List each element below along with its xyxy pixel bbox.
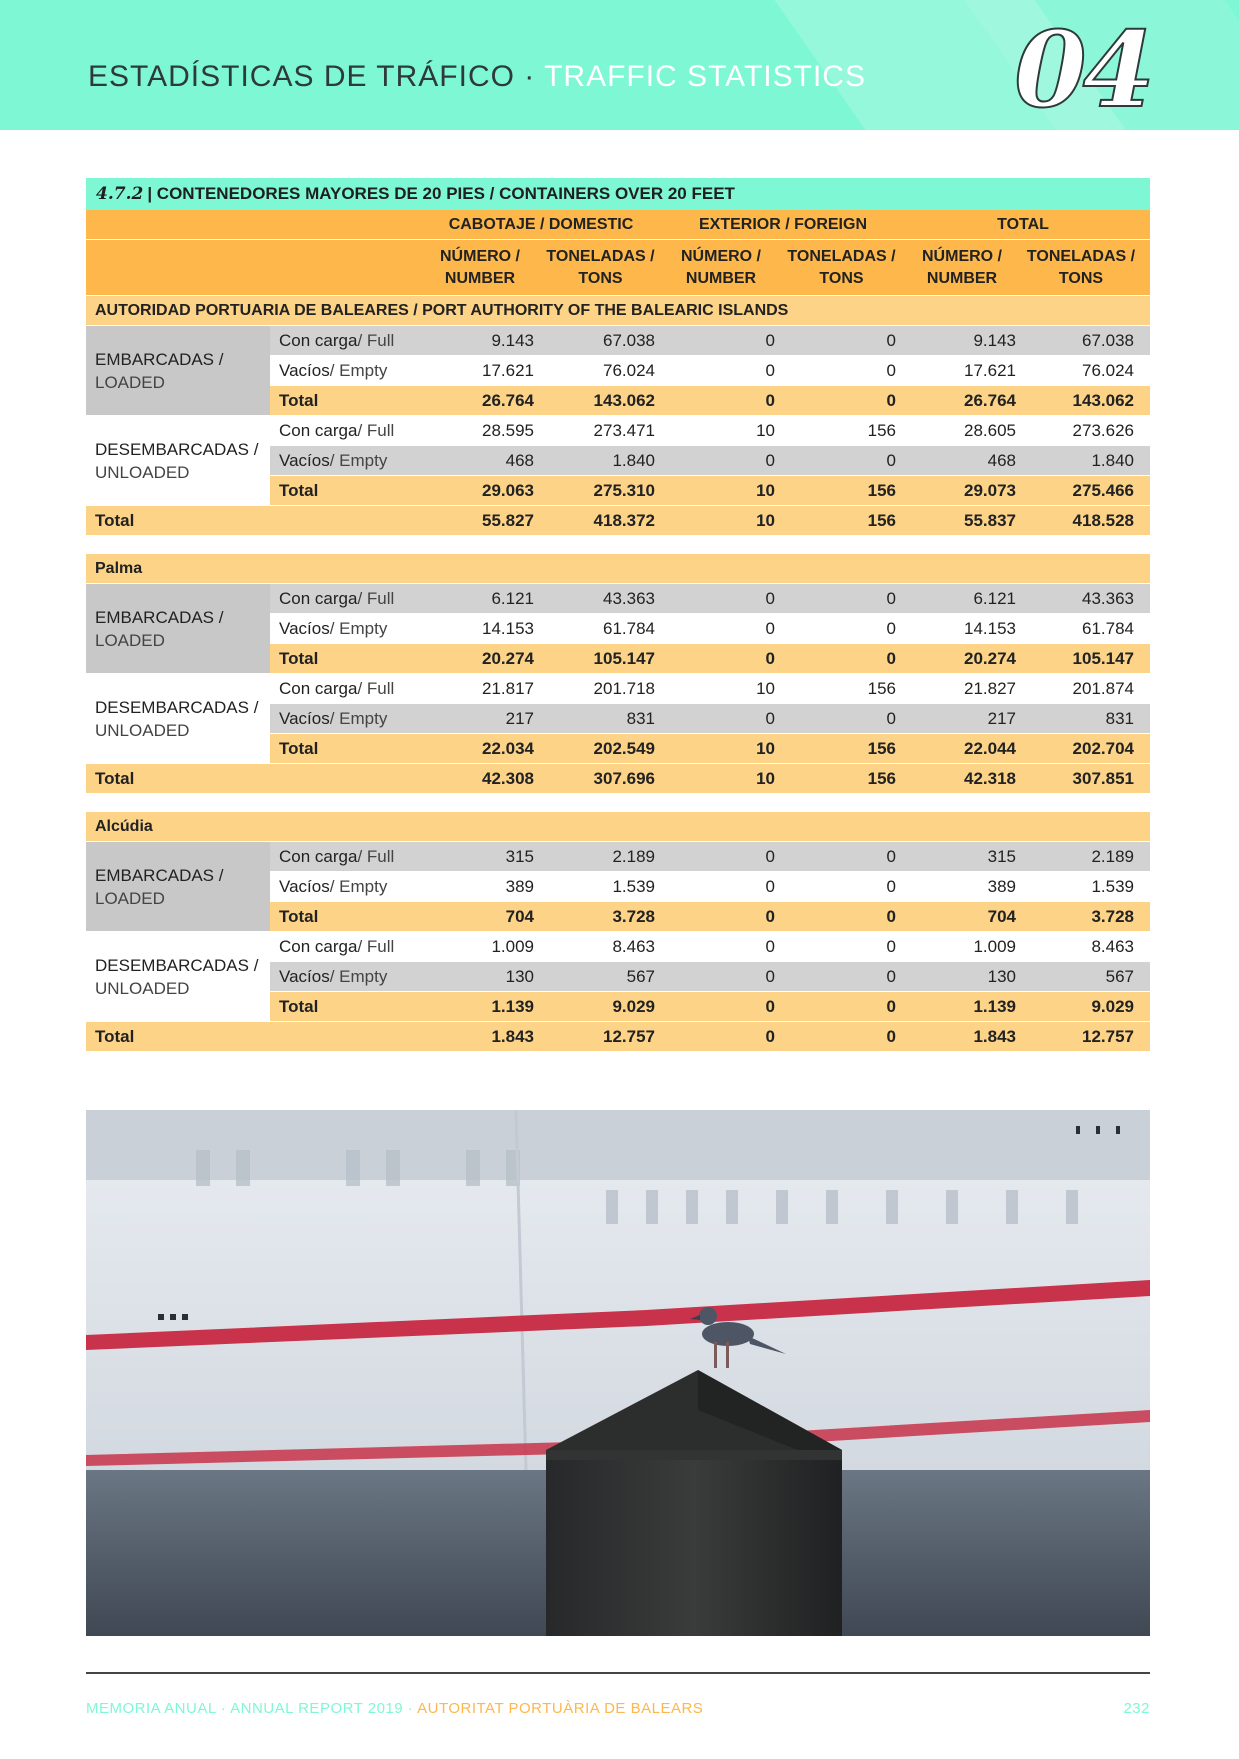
- loaded-block: [86, 584, 1150, 674]
- row-label-es: Vacíos: [279, 360, 330, 380]
- cell-foreign-number: 10: [756, 510, 775, 530]
- cell-domestic-number: 42.308: [482, 768, 534, 788]
- table-title: [86, 178, 1150, 210]
- cell-total-tons: 1.539: [1091, 876, 1134, 896]
- row-label: [270, 614, 420, 643]
- cell-foreign-number: 0: [765, 906, 775, 926]
- table-row: [270, 476, 1150, 506]
- section-header: Palma: [86, 554, 1150, 584]
- row-label-es: Vacíos: [279, 450, 330, 470]
- cell-foreign-tons: 156: [867, 420, 896, 440]
- row-label: [270, 704, 420, 733]
- cell-foreign-tons: 0: [886, 996, 896, 1016]
- loaded-label-en: LOADED: [95, 630, 165, 650]
- cell-foreign-number: 0: [765, 330, 775, 350]
- cell-domestic-number: 1.843: [491, 1026, 534, 1046]
- cell-foreign-number: 0: [765, 936, 775, 956]
- footer-report: MEMORIA ANUAL · ANNUAL REPORT 2019 ·: [86, 1700, 418, 1717]
- cell-domestic-tons: 1.539: [612, 876, 655, 896]
- table-row: [270, 962, 1150, 992]
- loaded-block: [86, 326, 1150, 416]
- cell-foreign-number: 0: [765, 360, 775, 380]
- loaded-label-en: LOADED: [95, 888, 165, 908]
- loaded-label: [86, 326, 270, 416]
- section-title-en: TRAFFIC STATISTICS: [535, 60, 866, 93]
- row-label-total: Total: [95, 1026, 135, 1046]
- cell-total-number: 389: [987, 876, 1016, 896]
- section-total-row: [86, 506, 1150, 536]
- cell-total-number: 22.044: [964, 738, 1016, 758]
- cell-total-tons: 201.874: [1072, 678, 1134, 698]
- cell-foreign-number: 0: [765, 708, 775, 728]
- cell-foreign-tons: 0: [886, 390, 896, 410]
- cell-total-tons: 105.147: [1072, 648, 1134, 668]
- cell-total-number: 1.139: [973, 996, 1016, 1016]
- cell-foreign-number: 0: [765, 450, 775, 470]
- table-row: [270, 614, 1150, 644]
- cell-total-number: 315: [987, 846, 1016, 866]
- cell-domestic-tons: 418.372: [593, 510, 655, 530]
- table-row: [270, 356, 1150, 386]
- cell-foreign-number: 0: [765, 1026, 775, 1046]
- row-label: [270, 446, 420, 475]
- row-label-es: Con carga: [279, 846, 358, 866]
- cell-total-tons: 275.466: [1072, 480, 1134, 500]
- cell-total-tons: 9.029: [1091, 996, 1134, 1016]
- unloaded-label: [86, 416, 270, 506]
- row-label-total: Total: [279, 390, 319, 410]
- containers-table: [86, 178, 1150, 1052]
- cell-domestic-number: 6.121: [491, 588, 534, 608]
- cell-foreign-tons: 0: [886, 618, 896, 638]
- cell-total-number: 468: [987, 450, 1016, 470]
- row-label-total: Total: [279, 906, 319, 926]
- cell-total-number: 6.121: [973, 588, 1016, 608]
- cell-foreign-number: 10: [756, 678, 775, 698]
- cell-foreign-number: 0: [765, 996, 775, 1016]
- cell-domestic-number: 14.153: [482, 618, 534, 638]
- col-label-line: NUMBER: [444, 269, 516, 287]
- row-label-es: Vacíos: [279, 876, 330, 896]
- unloaded-label-en: UNLOADED: [95, 462, 190, 482]
- table-column-header: [86, 240, 1150, 296]
- row-label-en: / Full: [357, 936, 395, 956]
- section-total-row: [86, 764, 1150, 794]
- cell-foreign-number: 10: [756, 738, 775, 758]
- cell-total-number: 14.153: [964, 618, 1016, 638]
- cell-domestic-tons: 3.728: [612, 906, 655, 926]
- header-spacer: [86, 210, 420, 239]
- cell-domestic-tons: 202.549: [593, 738, 655, 758]
- cell-total-number: 1.843: [973, 1026, 1016, 1046]
- unloaded-rows: [270, 674, 1150, 764]
- row-label-en: / Empty: [329, 360, 388, 380]
- cell-foreign-tons: 156: [867, 480, 896, 500]
- row-label: [270, 932, 420, 961]
- cell-domestic-tons: 67.038: [603, 330, 655, 350]
- loaded-label: [86, 842, 270, 932]
- row-label-en: / Empty: [329, 450, 388, 470]
- cell-foreign-number: 0: [765, 846, 775, 866]
- loaded-rows: [270, 584, 1150, 674]
- table-row: [270, 644, 1150, 674]
- loaded-label-es: EMBARCADAS /: [95, 607, 224, 627]
- footer-org: AUTORITAT PORTUÀRIA DE BALEARS: [417, 1700, 704, 1717]
- unloaded-rows: [270, 416, 1150, 506]
- table-row: [270, 902, 1150, 932]
- row-label: [270, 992, 420, 1021]
- cell-total-number: 55.837: [964, 510, 1016, 530]
- cell-domestic-number: 21.817: [482, 678, 534, 698]
- table-row: [270, 386, 1150, 416]
- row-label: [270, 902, 420, 931]
- page-footer: [86, 1700, 1150, 1717]
- table-body: [86, 296, 1150, 1052]
- section-title-es: ESTADÍSTICAS DE TRÁFICO ·: [88, 60, 536, 93]
- loaded-block: [86, 842, 1150, 932]
- row-label-total: Total: [95, 768, 135, 788]
- cell-foreign-number: 0: [765, 966, 775, 986]
- loaded-label: [86, 584, 270, 674]
- cell-domestic-tons: 143.062: [593, 390, 655, 410]
- cell-foreign-tons: 0: [886, 1026, 896, 1046]
- col-foreign-tons: [781, 240, 902, 295]
- cell-domestic-number: 20.274: [482, 648, 534, 668]
- loaded-rows: [270, 326, 1150, 416]
- col-domestic-number: [420, 240, 540, 295]
- cell-foreign-tons: 156: [867, 678, 896, 698]
- cell-domestic-number: 315: [505, 846, 534, 866]
- cell-total-number: 29.073: [964, 480, 1016, 500]
- unloaded-label-es: DESEMBARCADAS /: [95, 439, 259, 459]
- col-label-line: TONS: [578, 269, 623, 287]
- cell-foreign-tons: 0: [886, 360, 896, 380]
- row-label-es: Con carga: [279, 588, 358, 608]
- cell-domestic-tons: 9.029: [612, 996, 655, 1016]
- cell-domestic-tons: 307.696: [593, 768, 655, 788]
- group-domestic: CABOTAJE / DOMESTIC: [448, 215, 634, 233]
- row-label-total: Total: [279, 738, 319, 758]
- cell-total-number: 21.827: [964, 678, 1016, 698]
- table-row: [270, 326, 1150, 356]
- row-label-en: / Empty: [329, 618, 388, 638]
- cell-total-tons: 8.463: [1091, 936, 1134, 956]
- cell-domestic-number: 55.827: [482, 510, 534, 530]
- row-label: [270, 962, 420, 991]
- cell-foreign-number: 10: [756, 480, 775, 500]
- table-row: [270, 704, 1150, 734]
- cell-domestic-tons: 76.024: [603, 360, 655, 380]
- row-label: [270, 356, 420, 385]
- cell-foreign-number: 0: [765, 618, 775, 638]
- row-label: [270, 326, 420, 355]
- col-label-line: TONELADAS /: [787, 247, 896, 265]
- page-number: 232: [1123, 1700, 1150, 1717]
- cell-foreign-number: 0: [765, 648, 775, 668]
- row-label-total: Total: [279, 480, 319, 500]
- row-label: [270, 734, 420, 763]
- table-row: [270, 416, 1150, 446]
- unloaded-label-en: UNLOADED: [95, 978, 190, 998]
- table-row: [270, 842, 1150, 872]
- cell-total-number: 17.621: [964, 360, 1016, 380]
- cell-foreign-tons: 0: [886, 708, 896, 728]
- chapter-number: 04: [1014, 8, 1151, 130]
- cell-total-tons: 3.728: [1091, 906, 1134, 926]
- row-label-en: / Full: [357, 588, 395, 608]
- cell-domestic-tons: 12.757: [603, 1026, 655, 1046]
- page-header: [0, 0, 1239, 130]
- cell-total-tons: 273.626: [1072, 420, 1134, 440]
- cell-domestic-tons: 275.310: [593, 480, 655, 500]
- loaded-label-en: LOADED: [95, 372, 165, 392]
- row-label-es: Vacíos: [279, 708, 330, 728]
- cell-total-number: 217: [987, 708, 1016, 728]
- col-foreign-number: [661, 240, 781, 295]
- cell-total-number: 704: [987, 906, 1016, 926]
- table-group-header: [86, 210, 1150, 240]
- cell-domestic-number: 130: [505, 966, 534, 986]
- cell-domestic-tons: 567: [626, 966, 655, 986]
- cell-total-number: 28.605: [964, 420, 1016, 440]
- col-label-line: TONS: [819, 269, 864, 287]
- cell-domestic-tons: 8.463: [612, 936, 655, 956]
- section-header: AUTORIDAD PORTUARIA DE BALEARES / PORT AUTHORITY OF THE BALEARIC ISLANDS: [86, 296, 1150, 326]
- col-label-line: TONS: [1058, 269, 1104, 287]
- cell-foreign-number: 0: [765, 588, 775, 608]
- cell-total-number: 130: [987, 966, 1016, 986]
- row-label-total: Total: [95, 510, 135, 530]
- cell-domestic-tons: 2.189: [612, 846, 655, 866]
- row-label-en: / Full: [357, 420, 395, 440]
- table-row: [270, 674, 1150, 704]
- row-label: [270, 644, 420, 673]
- col-label-line: TONELADAS /: [1026, 247, 1136, 265]
- row-label-total: Total: [279, 996, 319, 1016]
- cell-foreign-tons: 0: [886, 648, 896, 668]
- cell-foreign-tons: 0: [886, 450, 896, 470]
- cell-domestic-tons: 43.363: [603, 588, 655, 608]
- cell-domestic-tons: 1.840: [612, 450, 655, 470]
- unloaded-label: [86, 932, 270, 1022]
- cell-domestic-tons: 273.471: [593, 420, 655, 440]
- unloaded-block: [86, 416, 1150, 506]
- col-label-line: NÚMERO /: [922, 247, 1002, 265]
- row-label-es: Con carga: [279, 330, 358, 350]
- row-label-en: / Full: [357, 678, 395, 698]
- cell-domestic-tons: 61.784: [603, 618, 655, 638]
- row-label-en: / Empty: [329, 966, 388, 986]
- cell-total-number: 1.009: [973, 936, 1016, 956]
- cell-foreign-number: 0: [765, 876, 775, 896]
- col-domestic-tons: [540, 240, 661, 295]
- cell-total-tons: 567: [1105, 966, 1134, 986]
- loaded-label-es: EMBARCADAS /: [95, 349, 224, 369]
- section-gap: [86, 794, 1150, 812]
- unloaded-label: [86, 674, 270, 764]
- row-label-en: / Empty: [329, 708, 388, 728]
- col-label-line: NUMBER: [685, 269, 757, 287]
- unloaded-block: [86, 674, 1150, 764]
- group-total: TOTAL: [997, 215, 1049, 233]
- cell-foreign-number: 10: [756, 768, 775, 788]
- cell-domestic-number: 26.764: [482, 390, 534, 410]
- cell-domestic-number: 29.063: [482, 480, 534, 500]
- cell-domestic-number: 704: [505, 906, 534, 926]
- table-number: 4.7.2: [96, 184, 144, 204]
- cell-foreign-tons: 0: [886, 906, 896, 926]
- cell-foreign-tons: 156: [867, 738, 896, 758]
- cell-domestic-number: 17.621: [482, 360, 534, 380]
- cell-total-tons: 12.757: [1082, 1026, 1134, 1046]
- section-title: [88, 60, 866, 94]
- row-label-en: / Full: [357, 330, 395, 350]
- cell-foreign-number: 0: [765, 390, 775, 410]
- cell-total-tons: 1.840: [1091, 450, 1134, 470]
- row-label-es: Con carga: [279, 420, 358, 440]
- cell-foreign-tons: 0: [886, 330, 896, 350]
- table-row: [270, 446, 1150, 476]
- row-label: [270, 872, 420, 901]
- table-row: [270, 734, 1150, 764]
- cell-total-tons: 831: [1105, 708, 1134, 728]
- cell-domestic-number: 468: [505, 450, 534, 470]
- cell-domestic-tons: 105.147: [593, 648, 655, 668]
- cell-domestic-number: 1.139: [491, 996, 534, 1016]
- section-header: Alcúdia: [86, 812, 1150, 842]
- cell-domestic-tons: 831: [626, 708, 655, 728]
- section-total-row: [86, 1022, 1150, 1052]
- section-gap: [86, 536, 1150, 554]
- col-label-line: NUMBER: [926, 269, 998, 287]
- cell-foreign-tons: 0: [886, 936, 896, 956]
- table-row: [270, 584, 1150, 614]
- row-label-es: Vacíos: [279, 966, 330, 986]
- cell-domestic-number: 28.595: [482, 420, 534, 440]
- unloaded-rows: [270, 932, 1150, 1022]
- cell-domestic-number: 389: [505, 876, 534, 896]
- unloaded-label-es: DESEMBARCADAS /: [95, 955, 259, 975]
- cell-total-tons: 202.704: [1072, 738, 1134, 758]
- col-total-number: [902, 240, 1022, 295]
- cell-foreign-tons: 0: [886, 876, 896, 896]
- row-label: [270, 584, 420, 613]
- cell-total-number: 26.764: [964, 390, 1016, 410]
- col-total-tons: [1022, 240, 1140, 295]
- row-label: [270, 416, 420, 445]
- cell-domestic-number: 22.034: [482, 738, 534, 758]
- cell-total-tons: 76.024: [1082, 360, 1134, 380]
- header-spacer: [86, 240, 420, 295]
- loaded-rows: [270, 842, 1150, 932]
- cell-total-number: 20.274: [964, 648, 1016, 668]
- col-label-line: NÚMERO /: [440, 247, 520, 265]
- cell-domestic-number: 1.009: [491, 936, 534, 956]
- table-title-text: | CONTENEDORES MAYORES DE 20 PIES / CONTAINERS OVER 20 FEET: [147, 184, 735, 203]
- cell-total-tons: 67.038: [1082, 330, 1134, 350]
- cell-foreign-number: 10: [756, 420, 775, 440]
- cell-total-tons: 418.528: [1072, 510, 1134, 530]
- unloaded-label-es: DESEMBARCADAS /: [95, 697, 259, 717]
- cell-total-tons: 143.062: [1072, 390, 1134, 410]
- table-row: [270, 872, 1150, 902]
- cell-total-number: 42.318: [964, 768, 1016, 788]
- cell-domestic-number: 9.143: [491, 330, 534, 350]
- row-label-es: Con carga: [279, 936, 358, 956]
- cell-total-tons: 307.851: [1072, 768, 1134, 788]
- cell-foreign-tons: 0: [886, 846, 896, 866]
- row-label-en: / Full: [357, 846, 395, 866]
- col-label-line: TONELADAS /: [546, 247, 655, 265]
- row-label-es: Con carga: [279, 678, 358, 698]
- row-label: [270, 674, 420, 703]
- photo-illustration: [86, 1110, 1150, 1636]
- cell-total-number: 9.143: [973, 330, 1016, 350]
- loaded-label-es: EMBARCADAS /: [95, 865, 224, 885]
- cell-total-tons: 61.784: [1082, 618, 1134, 638]
- cell-domestic-number: 217: [505, 708, 534, 728]
- cell-foreign-tons: 156: [867, 510, 896, 530]
- row-label-es: Vacíos: [279, 618, 330, 638]
- row-label: [270, 842, 420, 871]
- cell-total-tons: 2.189: [1091, 846, 1134, 866]
- cell-total-tons: 43.363: [1082, 588, 1134, 608]
- row-label: [270, 476, 420, 505]
- row-label-en: / Empty: [329, 876, 388, 896]
- cell-foreign-tons: 156: [867, 768, 896, 788]
- cell-foreign-tons: 0: [886, 966, 896, 986]
- cell-foreign-tons: 0: [886, 588, 896, 608]
- table-row: [270, 992, 1150, 1022]
- col-label-line: NÚMERO /: [681, 247, 761, 265]
- group-foreign: EXTERIOR / FOREIGN: [698, 215, 867, 233]
- unloaded-block: [86, 932, 1150, 1022]
- table-row: [270, 932, 1150, 962]
- row-label-total: Total: [279, 648, 319, 668]
- cell-domestic-tons: 201.718: [593, 678, 655, 698]
- footer-rule: [86, 1672, 1150, 1674]
- unloaded-label-en: UNLOADED: [95, 720, 190, 740]
- row-label: [270, 386, 420, 415]
- ship-pigeon-photo: [86, 1110, 1150, 1636]
